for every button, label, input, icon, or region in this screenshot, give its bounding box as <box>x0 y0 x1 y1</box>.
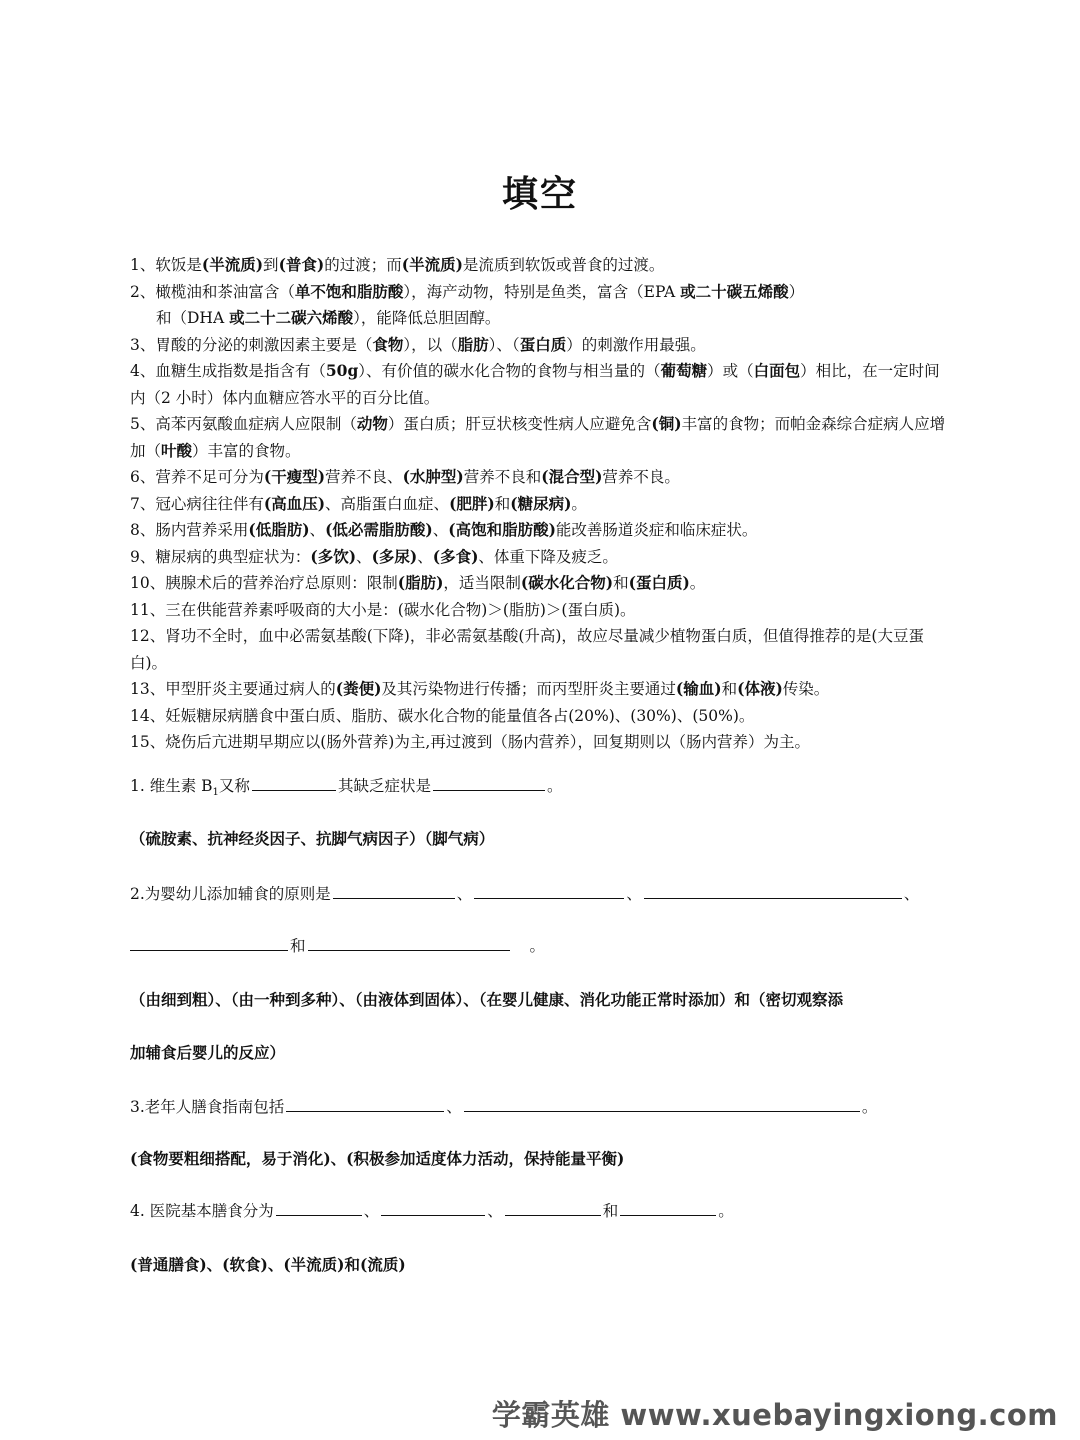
answer-text: (半流质) <box>201 255 264 274</box>
item-text: 营养不良和 <box>463 468 542 486</box>
answer-text: (低脂肪) <box>248 520 310 539</box>
answer-text: (多食) <box>432 546 479 566</box>
answer-blank[interactable] <box>381 1199 485 1216</box>
item-text: ）、（ <box>488 335 520 354</box>
answer-blank[interactable] <box>505 1199 601 1216</box>
answer-text: (蛋白质) <box>628 573 690 592</box>
answer-text: (铜) <box>651 414 682 433</box>
answer-text: 食物 <box>372 334 404 354</box>
item-text: 和 <box>494 494 511 513</box>
list-item <box>130 464 955 491</box>
item-text: 和（DHA <box>156 309 230 327</box>
answer-text: 或二十二碳六烯酸 <box>229 308 354 327</box>
list-item <box>130 729 955 756</box>
answer-text: (粪便) <box>335 679 382 698</box>
item-text: 、 <box>432 521 449 539</box>
item-text: 11、三在供能营养素呼吸商的大小是：(碳水化合物)＞(脂肪)＞(蛋白质)。 <box>130 600 636 619</box>
question-4: 4. 医院基本膳食分为 、 、 和 。 <box>130 1198 960 1224</box>
list-item <box>130 332 955 359</box>
list-item <box>130 517 955 544</box>
item-text: ）的刺激作用最强。 <box>566 335 706 354</box>
answer-text: 50g <box>325 361 359 380</box>
list-item <box>130 676 955 703</box>
fill-blank-list <box>130 252 955 756</box>
item-text: 丰富的食物；而帕金森综合症病人应增加（ <box>130 415 946 460</box>
answer-text: 或二十碳五烯酸 <box>680 281 789 301</box>
item-text: 及其污染物进行传播；而丙型肝炎主要通过 <box>381 680 676 698</box>
item-text: 。 <box>571 494 587 513</box>
answer-text: 叶酸 <box>161 440 193 460</box>
answer-2-line-2: 加辅食后婴儿的反应） <box>130 1043 286 1062</box>
answer-3: (食物要粗细搭配，易于消化)、(积极参加适度体力活动，保持能量平衡) <box>130 1149 625 1168</box>
item-text: 营养不良。 <box>602 468 680 486</box>
answer-4: (普通膳食)、(软食)、(半流质)和(流质) <box>130 1255 406 1274</box>
item-text: 的过渡；而 <box>324 256 402 274</box>
question-3: 3.老年人膳食指南包括 、 。 <box>130 1094 960 1120</box>
item-text: ） <box>788 282 805 301</box>
answer-text: (脂肪) <box>397 573 444 592</box>
item-text: 5、高苯丙氨酸血症病人应限制（ <box>130 415 357 433</box>
item-text: 到 <box>263 256 279 274</box>
item-text: 是流质到软饭或普食的过渡。 <box>462 256 665 274</box>
item-text: 15、烧伤后亢进期早期应以(肠外营养)为主,再过渡到（肠内营养），回复期则以（肠内营养）为主。 <box>130 733 810 751</box>
answer-blank[interactable] <box>286 1095 444 1112</box>
item-text: 3、胃酸的分泌的刺激因素主要是（ <box>130 335 373 354</box>
item-text: 和 <box>721 680 738 698</box>
answer-text: (混合型) <box>541 467 603 486</box>
item-text: 、 <box>417 547 433 566</box>
item-text: 7、冠心病往往伴有 <box>130 494 264 513</box>
item-text: 6、营养不足可分为 <box>130 468 264 486</box>
answer-text: 蛋白质 <box>519 334 567 354</box>
item-text: ）、有价值的碳水化合物的食物与相当量的（ <box>358 362 661 380</box>
item-text: ，适当限制 <box>443 574 521 592</box>
answer-1: （硫胺素、抗神经炎因子、抗脚气病因子）（脚气病） <box>130 829 495 848</box>
item-text: 2、橄榄油和茶油富含（ <box>130 282 295 301</box>
answer-text: (高血压) <box>263 493 326 513</box>
item-text: 、 <box>309 521 326 539</box>
item-text: 14、妊娠糖尿病膳食中蛋白质、脂肪、碳水化合物的能量值各占(20%)、(30%)、(50%)。 <box>130 706 755 725</box>
answer-text: (肥胖) <box>449 493 495 513</box>
answer-text: (高饱和脂肪酸) <box>448 520 556 539</box>
answer-2-line-1: （由细到粗）、（由一种到多种）、（由液体到固体）、（在婴儿健康、消化功能正常时添加）和（密切观察添 <box>130 990 844 1009</box>
answer-text: (体液) <box>737 679 783 698</box>
answer-text: 单不饱和脂肪酸 <box>294 281 404 301</box>
answer-text: (输血) <box>675 679 722 698</box>
item-text: 9、糖尿病的典型症状为： <box>130 547 311 566</box>
item-text: 、 <box>356 547 372 566</box>
item-text: 13、甲型肝炎主要通过病人的 <box>130 680 336 698</box>
answer-text: 白面包 <box>753 361 801 380</box>
answer-blank[interactable] <box>308 934 510 951</box>
answer-blank[interactable] <box>276 1199 362 1216</box>
item-text: 营养不良、 <box>325 468 403 486</box>
list-item <box>130 703 955 730</box>
item-text: 8、肠内营养采用 <box>130 521 249 539</box>
list-item <box>130 623 955 676</box>
answer-text: (糖尿病) <box>510 493 572 513</box>
list-item <box>130 358 955 411</box>
answer-blank[interactable] <box>130 934 288 951</box>
answer-blank[interactable] <box>620 1199 716 1216</box>
answer-text: (半流质) <box>401 255 463 274</box>
list-item <box>130 279 955 306</box>
item-text: ）蛋白质；肝豆状核变性病人应避免含 <box>387 415 652 433</box>
item-text: 。 <box>689 574 706 592</box>
list-item <box>130 491 955 518</box>
item-text: 能改善肠道炎症和临床症状。 <box>555 521 758 539</box>
answer-text: (低必需脂肪酸) <box>325 520 433 539</box>
item-text: 1、软饭是 <box>130 256 202 274</box>
item-text: 传染。 <box>782 680 830 698</box>
list-item <box>130 544 955 571</box>
answer-text: (碳水化合物) <box>520 573 614 592</box>
answer-blank[interactable] <box>464 1095 860 1112</box>
answer-text: 动物 <box>356 414 388 433</box>
item-text: ），能降低总胆固醇。 <box>353 309 501 327</box>
question-2-cont: 和 。 <box>130 933 960 959</box>
item-text: ）相比，在一定时间内（2 小时）体内血糖应答水平的百分比值。 <box>130 362 940 407</box>
item-text: 12、肾功不全时，血中必需氨基酸(下降)，非必需氨基酸(升高)，故应尽量减少植物蛋白质，但值得推荐的是(大豆蛋白)。 <box>130 627 924 672</box>
answer-text: (干瘦型) <box>263 467 326 486</box>
answer-text: (水肿型) <box>402 467 464 486</box>
item-text: ），海产动物，特别是鱼类，富含（EPA <box>403 282 681 301</box>
answer-blank[interactable] <box>333 882 455 899</box>
item-text: 4、血糖生成指数是指含有（ <box>130 362 326 380</box>
answer-text: 脂肪 <box>457 334 489 354</box>
answer-blank[interactable] <box>252 774 336 791</box>
watermark: 学霸英雄 www.xuebayingxiong.com <box>491 1398 1058 1432</box>
answer-text: 葡萄糖 <box>660 361 708 380</box>
answer-text: (多饮) <box>310 546 357 566</box>
answer-text: (多尿) <box>371 546 418 566</box>
item-text: 、高脂蛋白血症、 <box>325 494 450 513</box>
answer-blank[interactable] <box>474 882 624 899</box>
page-title: 填空 <box>501 173 578 215</box>
list-item <box>130 570 955 597</box>
item-text: 和 <box>613 574 629 592</box>
answer-blank[interactable] <box>433 774 545 791</box>
question-1: 1. 维生素 $B_1$又称 其缺乏症状是 。 <box>130 773 960 806</box>
list-item <box>130 597 955 624</box>
item-text: 10、胰腺术后的营养治疗总原则：限制 <box>130 574 398 592</box>
item-text: 、体重下降及疲乏。 <box>478 547 618 566</box>
answer-blank[interactable] <box>644 882 902 899</box>
list-item <box>130 411 955 464</box>
answer-text: (普食) <box>278 255 325 274</box>
question-2: 2.为婴幼儿添加辅食的原则是 、 、 、 <box>130 881 960 907</box>
list-item <box>130 252 955 279</box>
item-text: ），以（ <box>403 335 458 354</box>
item-text: ）丰富的食物。 <box>192 441 301 460</box>
list-item <box>130 305 955 332</box>
item-text: ）或（ <box>707 362 754 380</box>
